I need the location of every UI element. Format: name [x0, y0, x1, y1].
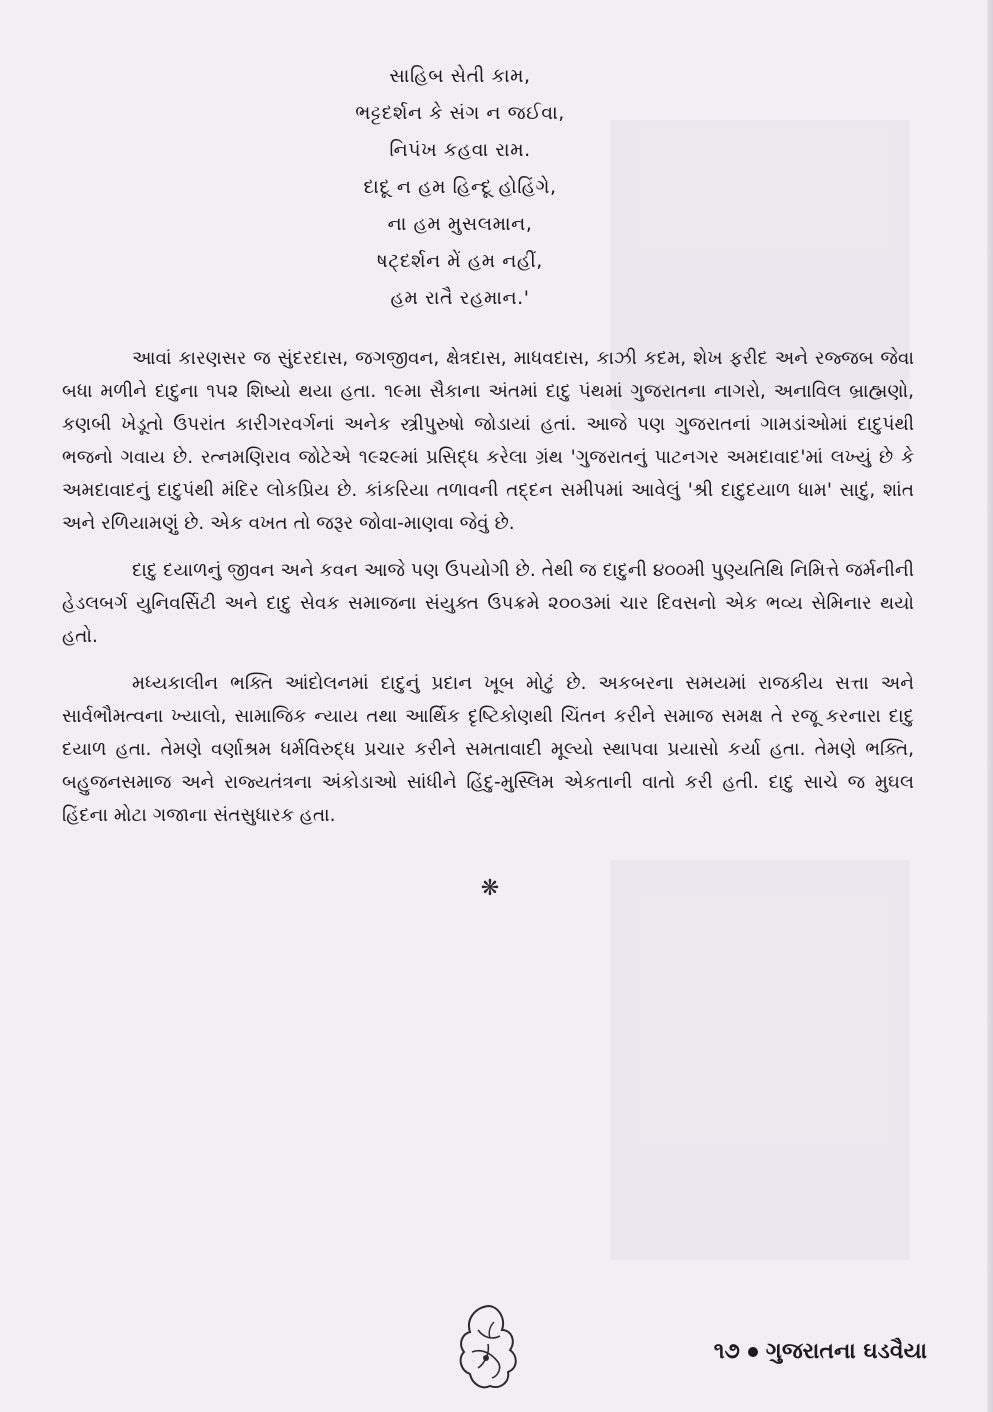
poem-line: હમ રાતૈ રહમાન.': [390, 287, 530, 309]
poem-line: ષટ્દર્શન મેં હમ નહીં,: [377, 250, 543, 272]
poem: [250, 58, 670, 317]
poem-line: ના હમ મુસલમાન,: [387, 213, 533, 235]
body-text: [62, 342, 914, 846]
poem-line: દાદૂ ન હમ હિન્દૂ હોહિંગે,: [363, 176, 557, 198]
poem-line: ભટ્ટદર્શન કે સંગ ન જઈવા,: [355, 102, 565, 124]
page-footer: [714, 1339, 927, 1364]
paragraph: દાદુ દયાળનું જીવન અને કવન આજે પણ ઉપયોગી છે. તેથી જ દાદુની ૪૦૦મી પુણ્યતિથિ નિમિત્તે જર્મનીની હેડલબર્ગ યુનિવર્સિટી અને દાદુ સેવક સમાજના સંયુક્ત ઉપક્રમે ૨૦૦૩માં ચાર દિવસનો એક ભવ્ય સેમિનાર થયો હતો.: [62, 560, 914, 647]
section-end-ornament: ❋: [480, 876, 500, 901]
paragraph: મધ્યકાલીન ભક્તિ આંદોલનમાં દાદુનું પ્રદાન ખૂબ મોટું છે. અકબરના સમયમાં રાજકીય સત્તા અને સાર્વભૌમત્વના ખ્યાલો, સામાજિક ન્યાય તથા આર્થિક દૃષ્ટિકોણથી ચિંતન કરીને સમાજ સમક્ષ તે રજૂ કરનારા દાદુ દયાળ હતા. તેમણે વર્ણાશ્રમ ધર્મવિરુદ્ધ પ્રચાર કરીને સમતાવાદી મૂલ્યો સ્થાપવા પ્રયાસો કર્યા હતા. તેમણે ભક્તિ, બહુજનસમાજ અને રાજ્યતંત્રના અંકોડાઓ સાંધીને હિંદુ-મુસ્લિમ એકતાની વાતો કરી હતી. દાદુ સાચે જ મુઘલ હિંદના મોટા ગજાના સંતસુધારક હતા.: [62, 673, 914, 826]
page-number: ૧૭: [713, 1339, 740, 1364]
bullet-dot-icon: [748, 1347, 758, 1357]
poem-line: નિપંખ કહવા રામ.: [389, 139, 531, 161]
show-through-image: [610, 860, 910, 1260]
page-edge: [987, 0, 993, 1412]
paragraph: આવાં કારણસર જ સુંદરદાસ, જગજીવન, ક્ષેત્રદાસ, માધવદાસ, કાઝી કદમ, શેખ ફરીદ અને રજ્જબ જેવા બધા મળીને દાદુના ૧૫૨ શિષ્યો થયા હતા. ૧૯મા સૈકાના અંતમાં દાદુ પંથમાં ગુજરાતના નાગરો, અનાવિલ બ્રાહ્મણો, કણબી ખેડૂતો ઉપરાંત કારીગરવર્ગનાં અનેક સ્ત્રીપુરુષો જોડાયાં હતાં. આજે પણ ગુજરાતનાં ગામડાંઓમાં દાદુપંથી ભજનો ગવાય છે. રત્નમણિરાવ જોટેએ ૧૯૨૯માં પ્રસિદ્ધ કરેલા ગ્રંથ 'ગુજરાતનું પાટનગર અમદાવાદ'માં લખ્યું છે કે અમદાવાદનું દાદુપંથી મંદિર લોકપ્રિય છે. કાંકરિયા તળાવની તદ્દન સમીપમાં આવેલું 'શ્રી દાદુદયાળ ધામ' સાદું, શાંત અને રળિયામણું છે. એક વખત તો જરૂર જોવા-માણવા જેવું છે.: [62, 348, 914, 534]
poem-line: સાહિબ સેતી કામ,: [389, 65, 531, 87]
book-title: ગુજરાતના ઘડવૈયા: [765, 1339, 927, 1364]
emblem-icon: [448, 1300, 526, 1392]
